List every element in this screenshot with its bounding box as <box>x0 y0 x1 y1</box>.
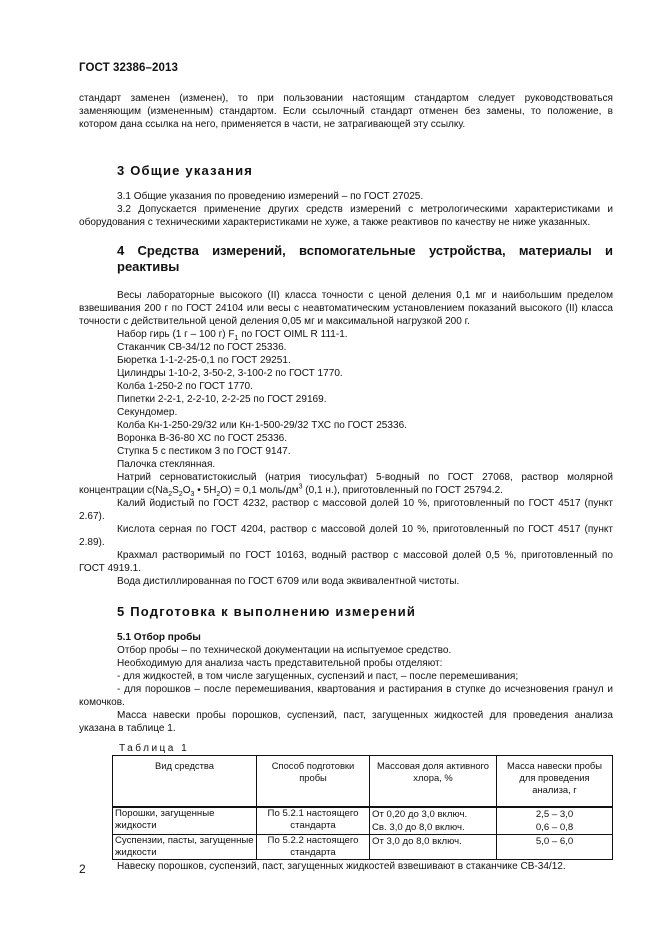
table-1 <box>112 755 613 860</box>
page-number: 2 <box>79 862 86 876</box>
table-header-row <box>113 756 613 808</box>
document-header: ГОСТ 32386–2013 <box>79 62 179 74</box>
table-row <box>113 807 613 835</box>
scales-paragraph: Весы лабораторные высокого (II) класса точности с ценой деления 0,1 мг и наибольшим пределом взвешивания 200 г по ГОСТ 24104 или весы с неавтоматическим установлением показаний высокого (II) класса точности с действительной ценой деления 0,05 мг и максимальной нагрузкой 200 г. <box>79 290 613 327</box>
mass-value: 5,0 – 6,0 <box>535 836 574 847</box>
paragraph-5-1-e: Масса навески пробы порошков, суспензий, паст, загущенных жидкостей для проведения анализа указана в таблице 1. <box>79 710 613 734</box>
table-header-cell: Способ подготовки пробы <box>257 756 370 808</box>
equipment-item: Колба Кн-1-250-29/32 или Кн-1-500-29/32 ТХС по ГОСТ 25336. <box>117 420 407 431</box>
table-header-cell: Вид средства <box>113 756 257 808</box>
table-cell-mass <box>497 835 613 860</box>
intro-paragraph: стандарт заменен (изменен), то при пользовании настоящим стандартом следует руководствоваться заменяющим (измененным) стандартом. Если ссылочный стандарт отменен без замены, то положение, в котором дана ссылка на него, применяется в части, не затрагивающей эту ссылку. <box>79 93 613 130</box>
sulfuric-acid-paragraph: Кислота серная по ГОСТ 4204, раствор с массовой долей 10 %, приготовленный по ГОСТ 4517 (пункт 2.89). <box>79 524 613 548</box>
table-cell-prep: По 5.2.2 настоящего стандарта <box>257 835 370 860</box>
potassium-iodide-paragraph: Калий йодистый по ГОСТ 4232, раствор с массовой долей 10 %, приготовленный по ГОСТ 4517 (пункт 2.67). <box>79 498 613 522</box>
range-value: От 3,0 до 8,0 включ. <box>372 836 462 847</box>
weighing-paragraph: Навеску порошков, суспензий, паст, загущенных жидкостей взвешивают в стаканчике СВ-34/12. <box>117 861 566 872</box>
table-header-cell: Массовая доля активного хлора, % <box>370 756 497 808</box>
paragraph-5-1-d: - для порошков – после перемешивания, квартования и растирания в ступке до исчезновения гранул и комочков. <box>79 684 613 708</box>
paragraph-5-1-c: - для жидкостей, в том числе загущенных, суспензий и паст, – после перемешивания; <box>117 671 519 682</box>
water-paragraph: Вода дистиллированная по ГОСТ 6709 или вода эквивалентной чистоты. <box>117 576 460 587</box>
equipment-item: Стаканчик СВ-34/12 по ГОСТ 25336. <box>117 342 287 353</box>
section-5-title: 5 Подготовка к выполнению измерений <box>117 604 417 619</box>
range-value: От 0,20 до 3,0 включ. <box>372 809 468 820</box>
page-content <box>79 92 613 873</box>
paragraph-5-1-b: Необходимую для анализа часть представительной пробы отделяют: <box>117 658 443 669</box>
paragraph-5-1-a: Отбор пробы – по технической документации на испытуемое средство. <box>117 645 452 656</box>
equipment-item: Палочка стеклянная. <box>117 459 216 470</box>
section-4-title: 4 Средства измерений, вспомогательные устройства, материалы и реактивы <box>117 243 613 274</box>
mass-value: 2,5 – 3,0 <box>535 809 574 820</box>
table-cell-mass <box>497 807 613 835</box>
equipment-item: Колба 1-250-2 по ГОСТ 1770. <box>117 381 253 392</box>
table-cell-range <box>370 807 497 835</box>
table-cell-type: Порошки, загущенные жидкости <box>113 807 257 835</box>
table-caption: Таблица 1 <box>119 743 190 754</box>
weights-paragraph: Набор гирь (1 г – 100 г) $F_1$ по ГОСТ OIML R 111-1. <box>117 329 348 342</box>
table-header-cell: Масса навески пробы для проведения анализа, г <box>497 756 613 808</box>
paragraph-3-1: 3.1 Общие указания по проведению измерений – по ГОСТ 27025. <box>117 191 424 202</box>
table-cell-type: Суспензии, пасты, загущенные жидкости <box>113 835 257 860</box>
equipment-item: Секундомер. <box>117 407 178 418</box>
section-3-title: 3 Общие указания <box>117 163 254 178</box>
equipment-list <box>79 341 613 471</box>
range-value: Св. 3,0 до 8,0 включ. <box>372 822 465 833</box>
mass-value: 0,6 – 0,8 <box>535 822 574 833</box>
table-cell-prep: По 5.2.1 настоящего стандарта <box>257 807 370 835</box>
equipment-item: Цилиндры 1-10-2, 3-50-2, 3-100-2 по ГОСТ 1770. <box>117 368 343 379</box>
equipment-item: Воронка В-36-80 ХС по ГОСТ 25336. <box>117 433 288 444</box>
thiosulfate-paragraph: Натрий серноватистокислый (натрия тиосульфат) 5-водный по ГОСТ 27068, раствор молярной концентрации $c(Na_2S_2O_3$ • $5H_2O) = 0,1$ моль/$дм^3$ (0,1 н.), приготовленный по ГОСТ 25794.2. <box>79 472 613 498</box>
subsection-5-1-title: 5.1 Отбор пробы <box>117 632 201 643</box>
starch-paragraph: Крахмал растворимый по ГОСТ 10163, водный раствор с массовой долей 0,5 %, приготовленный по ГОСТ 4919.1. <box>79 550 613 574</box>
paragraph-3-2: 3.2 Допускается применение других средств измерений с метрологическими характеристиками и оборудования с техническими характеристиками не хуже, а также реактивов по качеству не ниже указанных. <box>79 204 613 228</box>
equipment-item: Бюретка 1-1-2-25-0,1 по ГОСТ 29251. <box>117 355 291 366</box>
table-row <box>113 835 613 860</box>
table-cell-range <box>370 835 497 860</box>
equipment-item: Ступка 5 с пестиком 3 по ГОСТ 9147. <box>117 446 291 457</box>
equipment-item: Пипетки 2-2-1, 2-2-10, 2-2-25 по ГОСТ 29169. <box>117 394 327 405</box>
